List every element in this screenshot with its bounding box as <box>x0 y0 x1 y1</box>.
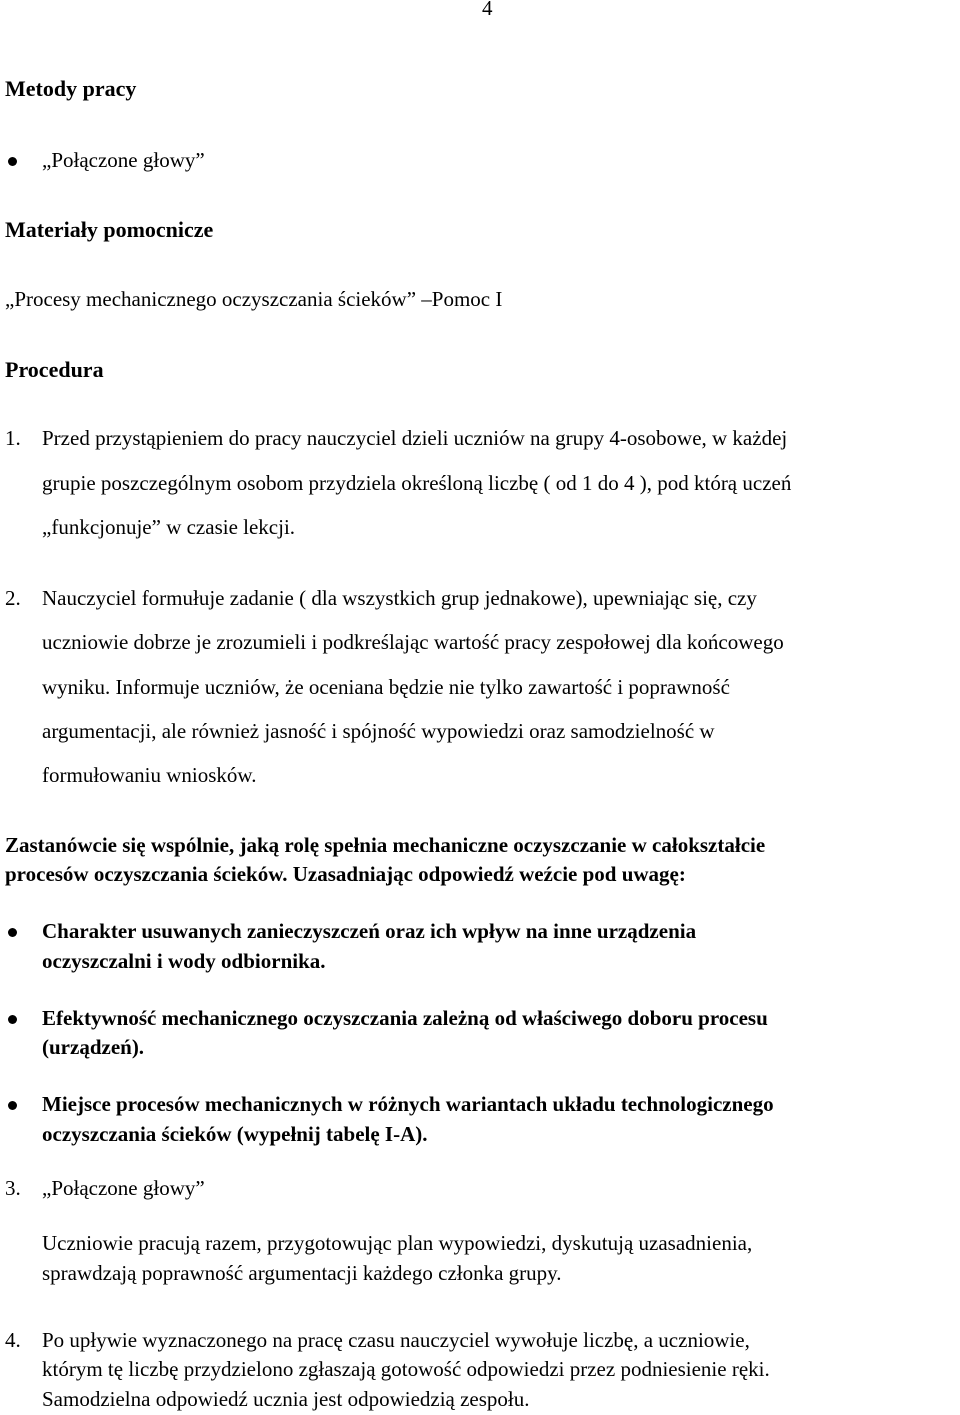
step-3-number: 3. <box>5 1176 21 1200</box>
page-number: 4 <box>482 0 493 20</box>
step-2-line: Nauczyciel formułuje zadanie ( dla wszystkich grup jednakowe), upewniając się, czy <box>42 586 757 610</box>
materials-text: „Procesy mechanicznego oczyszczania ścieków” –Pomoc I <box>5 287 503 311</box>
bullet-line: oczyszczania ścieków (wypełnij tabelę I-A). <box>42 1122 428 1146</box>
methods-item: „Połączone głowy” <box>42 148 205 172</box>
bullet-icon <box>8 1101 17 1110</box>
step-1-line: grupie poszczególnym osobom przydziela określoną liczbę ( od 1 do 4 ), pod którą uczeń <box>42 471 792 495</box>
bullet-line: (urządzeń). <box>42 1035 145 1059</box>
step-4-line: Po upływie wyznaczonego na pracę czasu nauczyciel wywołuje liczbę, a uczniowie, <box>42 1328 750 1352</box>
methods-heading: Metody pracy <box>5 76 137 101</box>
step-2-number: 2. <box>5 586 21 610</box>
bullet-line: Charakter usuwanych zanieczyszczeń oraz ich wpływ na inne urządzenia <box>42 919 697 943</box>
step-4-line: którym tę liczbę przydzielono zgłaszają gotowość odpowiedzi przez podniesienie ręki. <box>42 1357 770 1381</box>
step-1-line: „funkcjonuje” w czasie lekcji. <box>42 515 296 539</box>
step-3-line: sprawdzają poprawność argumentacji każdego członka grupy. <box>42 1261 562 1285</box>
materials-heading: Materiały pomocnicze <box>5 217 214 242</box>
step-3-line: Uczniowie pracują razem, przygotowując plan wypowiedzi, dyskutują uzasadnienia, <box>42 1231 753 1255</box>
instruction-line: procesów oczyszczania ścieków. Uzasadniając odpowiedź weźcie pod uwagę: <box>5 862 686 886</box>
step-2-line: wyniku. Informuje uczniów, że oceniana będzie nie tylko zawartość i poprawność <box>42 675 730 699</box>
bullet-icon <box>8 1015 17 1024</box>
bullet-line: Miejsce procesów mechanicznych w różnych wariantach układu technologicznego <box>42 1092 774 1116</box>
step-2-line: argumentacji, ale również jasność i spójność wypowiedzi oraz samodzielność w <box>42 719 715 743</box>
step-1-line: Przed przystąpieniem do pracy nauczyciel dzieli uczniów na grupy 4-osobowe, w każdej <box>42 426 788 450</box>
instruction-line: Zastanówcie się wspólnie, jaką rolę spełnia mechaniczne oczyszczanie w całokształcie <box>5 833 766 857</box>
step-1-number: 1. <box>5 426 21 450</box>
step-2-line: uczniowie dobrze je zrozumieli i podkreślając wartość pracy zespołowej dla końcowego <box>42 630 784 654</box>
bullet-icon <box>8 157 17 166</box>
step-4-number: 4. <box>5 1328 21 1352</box>
step-4-line: Samodzielna odpowiedź ucznia jest odpowiedzią zespołu. <box>42 1387 530 1411</box>
procedure-heading: Procedura <box>5 357 104 382</box>
bullet-icon <box>8 928 17 937</box>
step-2-line: formułowaniu wniosków. <box>42 763 257 787</box>
bullet-line: oczyszczalni i wody odbiornika. <box>42 949 326 973</box>
bullet-line: Efektywność mechanicznego oczyszczania zależną od właściwego doboru procesu <box>42 1006 768 1030</box>
step-3-title: „Połączone głowy” <box>42 1176 205 1200</box>
